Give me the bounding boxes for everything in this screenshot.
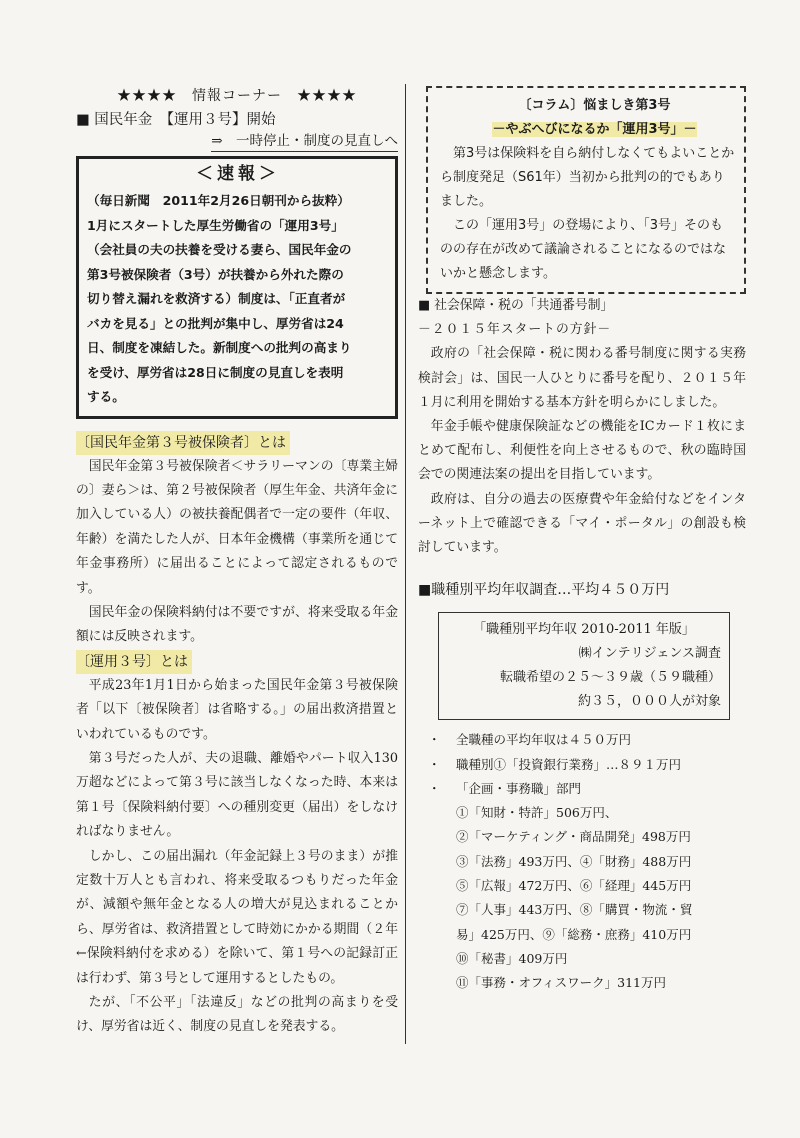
paragraph: 第3号は保険料を自ら納付しなくてもよいことから制度発足（S61年）当初から批判の的でもありました。 bbox=[440, 146, 735, 209]
survey-title: 「職種別平均年収 2010-2011 年版」 bbox=[473, 622, 695, 638]
survey-target: 転職希望の２５～３９歳（５９職種） bbox=[499, 670, 721, 686]
column-divider bbox=[405, 84, 406, 1044]
news-flash-box bbox=[76, 156, 398, 419]
section-salary-survey bbox=[418, 578, 746, 995]
salary-list bbox=[418, 728, 746, 995]
news-flash-line: （会社員の夫の扶養を受ける妻ら、国民年金の bbox=[87, 242, 352, 257]
paragraph: 国民年金の保険料納付は不要ですが、将来受取る年金額には反映されます。 bbox=[76, 604, 398, 645]
list-item: ①「知財・特許」506万円、 bbox=[456, 805, 618, 821]
news-flash-line: 1月にスタートした厚生労働省の「運用3号」 bbox=[87, 217, 344, 233]
news-flash-line: する。 bbox=[87, 389, 125, 404]
column-title: 〔コラム〕悩ましき第3号 bbox=[518, 98, 671, 113]
list-item: 易」425万円、⑨「総務・庶務」410万円 bbox=[456, 926, 692, 942]
list-item: ⑩「秘書」409万円 bbox=[456, 950, 568, 966]
paragraph: 平成23年1月1日から始まった国民年金第３号被保険者「以下〔被保険者〕は省略する。」の届出救済措置といわれているものです。 bbox=[76, 677, 398, 742]
news-flash-heading: ＜速報＞ bbox=[196, 164, 280, 184]
list-item: ⑤「広報」472万円、⑥「経理」445万円 bbox=[456, 878, 692, 894]
list-item: ・ 全職種の平均年収は４５０万円 bbox=[428, 732, 632, 748]
list-item: ・ 職種別①「投資銀行業務」…８９１万円 bbox=[428, 756, 682, 772]
pension-headline: ■ 国民年金 【運用３号】開始 bbox=[76, 112, 276, 128]
section-common-number bbox=[418, 294, 746, 560]
news-flash-line: 第3号被保険者（3号）が扶養から外れた際の bbox=[87, 266, 344, 282]
section-heading: ■ 社会保障・税の「共通番号制」 bbox=[418, 298, 614, 313]
section-heading: 〔運用３号〕とは bbox=[76, 650, 192, 674]
left-column bbox=[76, 86, 398, 1040]
section-type3-insured bbox=[76, 419, 398, 650]
right-column bbox=[418, 86, 746, 996]
pension-subheadline: ⇒ 一時停止・制度の見直しへ bbox=[76, 131, 398, 152]
list-item: ③「法務」493万円、④「財務」488万円 bbox=[456, 853, 692, 869]
list-item: ・ 「企画・事務職」部門 bbox=[428, 780, 582, 796]
survey-count: 約３５，０００人が対象 bbox=[577, 694, 721, 710]
paragraph: しかし、この届出漏れ（年金記録上３号のまま）が推定数十万人とも言われ、将来受取るつもりだった年金が、減額や無年金となる人の増大が見込まれることから、厚労省は、救済措置として時効にかかる期間（２年←保険料納付を求める）を除いて、第１号への記録訂正は行わず、第３号として運用するとしたもの。 bbox=[76, 848, 398, 986]
paragraph: 第３号だった人が、夫の退職、離婚やパート収入130万超などによって第３号に該当しなくなった時、本来は第１号〔保険料納付要〕への種別変更（届出）をしなければなりません。 bbox=[76, 750, 398, 840]
section-heading: 〔国民年金第３号被保険者〕とは bbox=[76, 431, 290, 455]
paragraph: 政府の「社会保障・税に関わる番号制度に関する実務検討会」は、国民一人ひとりに番号を配り、２０１５年１月に利用を開始する基本方針を明らかにしました。 bbox=[418, 346, 746, 410]
news-flash-line: 切り替え漏れを救済する）制度は、「正直者が bbox=[87, 291, 346, 306]
paragraph: 年金手帳や健康保険証などの機能をICカード１枚にまとめて配布し、利便性を向上させるもので、秋の臨時国会での関連法案の提出を目指しています。 bbox=[418, 419, 746, 483]
paragraph: 国民年金第３号被保険者＜サラリーマンの〔専業主婦の〕妻ら＞は、第２号被保険者（厚生年金、共済年金に加入している人）の被扶養配偶者で一定の要件（年収、年齢）を満たした人が、日本年金機構（事業所を通じて年金事務所）に届出ることによって認定されるものです。 bbox=[76, 458, 398, 596]
list-item: ⑦「人事」443万円、⑧「購買・物流・貿 bbox=[456, 902, 693, 918]
info-corner-title: ★★★★ 情報コーナー ★★★★ bbox=[117, 88, 357, 104]
paragraph: たが、「不公平」「法違反」などの批判の高まりを受け、厚労省は近く、制度の見直しを発表する。 bbox=[76, 995, 398, 1035]
section-heading: ■職種別平均年収調査…平均４５０万円 bbox=[418, 582, 670, 599]
survey-source: ㈱インテリジェンス調査 bbox=[578, 646, 721, 662]
news-flash-line: 日、制度を凍結した。新制度への批判の高まり bbox=[87, 340, 352, 355]
news-flash-line: を受け、厚労省は28日に制度の見直しを表明 bbox=[87, 364, 344, 380]
section-subheading: －２０１５年スタートの方針－ bbox=[418, 322, 612, 338]
list-item: ⑪「事務・オフィスワーク」311万円 bbox=[456, 975, 666, 991]
paragraph: この「運用3号」の登場により、「3号」そのものの存在が改めて議論されることになるのではないかと懸念します。 bbox=[440, 218, 727, 281]
section-unyou3 bbox=[76, 650, 398, 1040]
news-flash-line: バカを見る」との批判が集中し、厚労省は24 bbox=[87, 315, 344, 331]
list-item: ②「マーケティング・商品開発」498万円 bbox=[456, 829, 691, 845]
news-flash-line: （毎日新聞 2011年2月26日朝刊から抜粋） bbox=[87, 193, 350, 208]
column-box bbox=[426, 86, 746, 294]
survey-box bbox=[438, 612, 730, 720]
column-subtitle: －やぶへびになるか「運用3号」－ bbox=[492, 122, 697, 137]
paragraph: 政府は、自分の過去の医療費や年金給付などをインターネット上で確認できる「マイ・ポータル」の創設も検討しています。 bbox=[418, 491, 746, 556]
